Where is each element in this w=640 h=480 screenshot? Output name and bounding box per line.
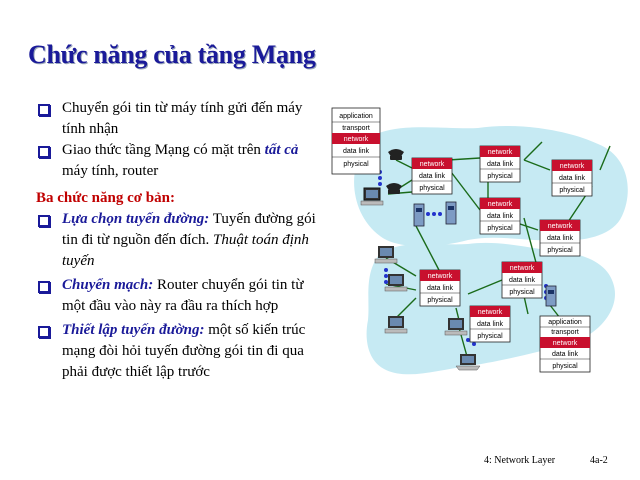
square-bullet-icon bbox=[38, 215, 50, 227]
network-diagram bbox=[328, 100, 640, 400]
bullet-text-2a: Giao thức tầng Mạng có mặt trên bbox=[62, 142, 265, 158]
telephone-icon bbox=[386, 183, 402, 194]
bullet-item-1 bbox=[36, 98, 326, 140]
layer-data-link: data link bbox=[476, 321, 504, 328]
desktop-computer-icon bbox=[385, 316, 407, 333]
function-3-label: Thiết lập tuyến đường: bbox=[62, 322, 205, 338]
layer-physical: physical bbox=[487, 225, 513, 232]
layer-physical: physical bbox=[419, 185, 445, 192]
desktop-computer-icon bbox=[361, 188, 383, 205]
layer-physical: physical bbox=[427, 297, 453, 304]
router-protocol-stack bbox=[552, 160, 592, 196]
layer-network: network bbox=[547, 223, 573, 230]
layer-application: application bbox=[339, 113, 373, 120]
layer-network: network bbox=[419, 161, 445, 168]
layer-transport: transport bbox=[342, 125, 370, 132]
layer-physical: physical bbox=[477, 333, 503, 340]
layer-network: network bbox=[427, 273, 453, 280]
layer-data-link: data link bbox=[551, 351, 579, 358]
layer-data-link: data link bbox=[342, 148, 370, 155]
layer-physical: physical bbox=[487, 173, 513, 180]
server-tower-icon bbox=[446, 202, 456, 224]
layer-network: network bbox=[487, 201, 513, 208]
layer-physical: physical bbox=[509, 289, 535, 296]
desktop-computer-icon bbox=[385, 274, 407, 291]
server-tower-icon bbox=[414, 204, 424, 226]
router-protocol-stack bbox=[480, 198, 520, 234]
bullet-text-2b: máy tính, router bbox=[62, 163, 159, 179]
function-item-2 bbox=[36, 275, 326, 317]
host-protocol-stack-top bbox=[332, 108, 380, 174]
footer-chapter: 4: Network Layer bbox=[484, 455, 556, 466]
layer-data-link: data link bbox=[508, 277, 536, 284]
telephone-icon bbox=[388, 149, 404, 160]
layer-physical: physical bbox=[547, 247, 573, 254]
function-1-text: Tuyến đường gói tin đi từ nguồn đến đích. bbox=[62, 211, 316, 248]
section-heading: Ba chức năng cơ bản: bbox=[36, 190, 175, 206]
square-bullet-icon bbox=[38, 104, 50, 116]
layer-data-link: data link bbox=[426, 285, 454, 292]
layer-network: network bbox=[559, 163, 585, 170]
layer-transport: transport bbox=[551, 329, 579, 336]
slide-title: Chức năng của tầng Mạng bbox=[28, 40, 316, 69]
router-protocol-stack bbox=[420, 270, 460, 306]
slide-body bbox=[36, 98, 326, 383]
layer-physical: physical bbox=[343, 161, 369, 168]
router-protocol-stack bbox=[480, 146, 520, 182]
router-protocol-stack bbox=[412, 158, 452, 194]
bullet-text-1: Chuyển gói tin từ máy tính gửi đến máy tính nhận bbox=[62, 100, 303, 137]
function-3-text: một số kiến trúc mạng đòi hỏi tuyến đường gói tin đi qua phải được thiết lập trước bbox=[62, 322, 306, 380]
layer-data-link: data link bbox=[418, 173, 446, 180]
router-protocol-stack bbox=[470, 306, 510, 342]
square-bullet-icon bbox=[38, 326, 50, 338]
layer-data-link: data link bbox=[486, 161, 514, 168]
layer-network: network bbox=[477, 309, 503, 316]
layer-data-link: data link bbox=[546, 235, 574, 242]
server-tower-icon bbox=[546, 286, 556, 306]
router-protocol-stack bbox=[502, 262, 542, 298]
footer-page-number: 4a-2 bbox=[590, 455, 608, 466]
layer-network: network bbox=[343, 136, 369, 143]
layer-network: network bbox=[509, 265, 535, 272]
bullet-text-2-emphasis: tất cả bbox=[264, 142, 299, 158]
layer-network: network bbox=[487, 149, 513, 156]
layer-data-link: data link bbox=[558, 175, 586, 182]
bullet-item-2 bbox=[36, 140, 326, 182]
layer-data-link: data link bbox=[486, 213, 514, 220]
function-item-1 bbox=[36, 209, 326, 272]
function-2-text: Router chuyển gói tin từ một đầu vào này ra đầu ra thích hợp bbox=[62, 277, 304, 314]
layer-application: application bbox=[548, 319, 582, 326]
function-1-label: Lựa chọn tuyến đường: bbox=[62, 211, 210, 227]
router-protocol-stack bbox=[540, 220, 580, 256]
square-bullet-icon bbox=[38, 281, 50, 293]
layer-physical: physical bbox=[552, 363, 578, 370]
function-item-3 bbox=[36, 320, 326, 383]
host-protocol-stack-bottom bbox=[540, 316, 590, 372]
function-1-emphasis: Thuật toán định tuyến bbox=[62, 232, 309, 269]
desktop-computer-icon bbox=[445, 318, 467, 335]
layer-physical: physical bbox=[559, 187, 585, 194]
layer-network: network bbox=[552, 340, 578, 347]
desktop-computer-icon bbox=[375, 246, 397, 263]
square-bullet-icon bbox=[38, 146, 50, 158]
function-2-label: Chuyển mạch: bbox=[62, 277, 154, 293]
